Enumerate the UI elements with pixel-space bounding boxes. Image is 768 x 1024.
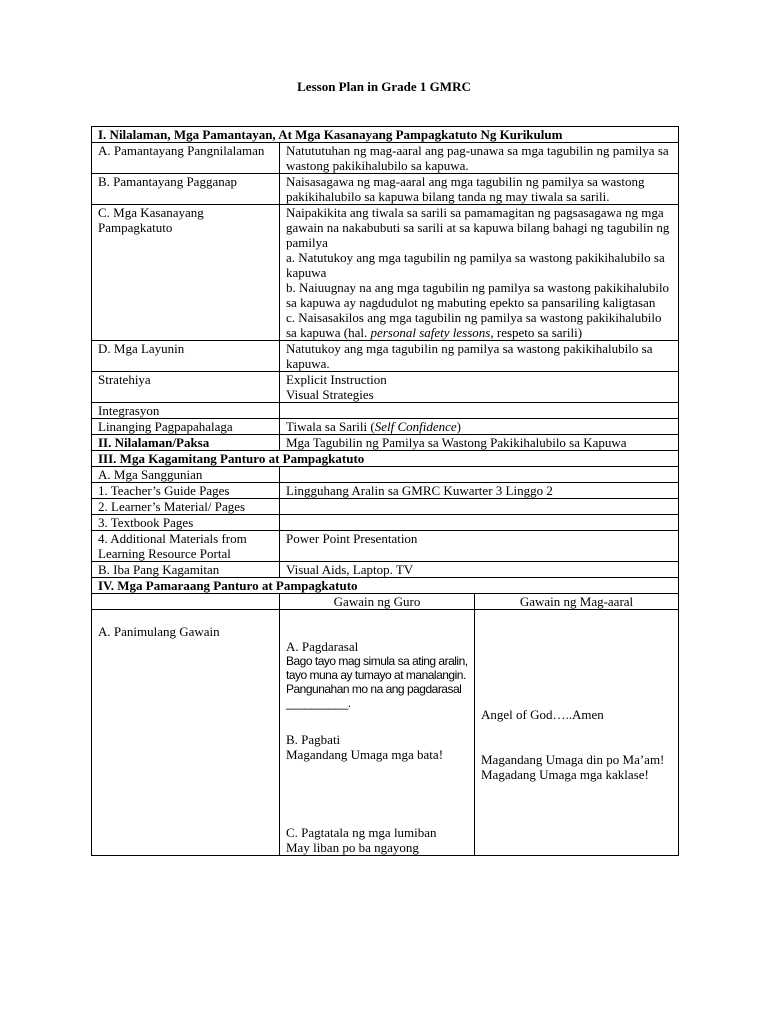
table-row [92, 419, 679, 435]
guro-cell [280, 610, 475, 856]
pagbati-title: B. Pagbati [286, 732, 341, 747]
pagpapahalaga-italic: Self Confidence [374, 419, 457, 434]
table-row [92, 143, 679, 174]
stratehiya-line1: Explicit Instruction [286, 372, 387, 387]
pagdarasal-text: Bago tayo mag simula sa ating aralin, tayo muna ay tumayo at manalangin. Pangunahan mo na ang pagdarasal __________. [286, 654, 468, 710]
lesson-plan-table [91, 126, 679, 856]
col-magaaral-header: Gawain ng Mag-aaral [475, 594, 679, 610]
row-value [280, 499, 679, 515]
row-value [280, 403, 679, 419]
kasanayan-a: a. Natutukoy ang mga tagubilin ng pamilya sa wastong pakikihalubilo sa kapuwa [286, 250, 665, 280]
row-label: 2. Learner’s Material/ Pages [92, 499, 280, 515]
row-label: 4. Additional Materials from Learning Resource Portal [92, 531, 280, 562]
table-row [92, 515, 679, 531]
table-row [92, 205, 679, 341]
kasanayan-intro: Naipakikita ang tiwala sa sarili sa pamamagitan ng pagsasagawa ng mga gawain na nakabubuti sa sarili at sa kapuwa bilang bahagi ng tagubilin ng pamilya [286, 205, 670, 250]
row-value: Lingguhang Aralin sa GMRC Kuwarter 3 Linggo 2 [280, 483, 679, 499]
table-row [92, 372, 679, 403]
section-4-heading-row [92, 578, 679, 594]
section-2-row [92, 435, 679, 451]
row-value [280, 515, 679, 531]
stratehiya-line2: Visual Strategies [286, 387, 374, 402]
pagtatala-title: C. Pagtatala ng mga lumiban [286, 825, 437, 840]
kasanayan-value [280, 205, 679, 341]
row-value: Visual Aids, Laptop. TV [280, 562, 679, 578]
document-title: Lesson Plan in Grade 1 GMRC [297, 79, 471, 94]
row-label: Integrasyon [92, 403, 280, 419]
pagdarasal-title: A. Pagdarasal [286, 639, 359, 654]
row-label: Stratehiya [92, 372, 280, 403]
pagpapahalaga-text: Tiwala sa Sarili ( [286, 419, 375, 434]
pagpapahalaga-value [280, 419, 679, 435]
kasanayan-c-italic: personal safety lessons [370, 325, 491, 340]
section-2-value: Mga Tagubilin ng Pamilya sa Wastong Pakikihalubilo sa Kapuwa [280, 435, 679, 451]
row-label: 1. Teacher’s Guide Pages [92, 483, 280, 499]
table-row [92, 341, 679, 372]
row-label: B. Iba Pang Kagamitan [92, 562, 280, 578]
kasanayan-c [286, 310, 672, 340]
activity-row [92, 610, 679, 856]
section-1-heading-row [92, 127, 679, 143]
row-label: C. Mga Kasanayang Pampagkatuto [92, 205, 280, 341]
col-guro-header: Gawain ng Guro [280, 594, 475, 610]
row-value: Natutukoy ang mga tagubilin ng pamilya sa wastong pakikihalubilo sa kapuwa. [280, 341, 679, 372]
row-value: Naisasagawa ng mag-aaral ang mga tagubilin ng pamilya sa wastong pakikihalubilo sa kapuwa bilang tanda ng may tiwala sa sarili. [280, 174, 679, 205]
greeting-response-1: Magandang Umaga din po Ma’am! [481, 752, 665, 767]
row-label: D. Mga Layunin [92, 341, 280, 372]
greeting-response-2: Magadang Umaga mga kaklase! [481, 767, 649, 782]
table-row [92, 562, 679, 578]
section-1-heading: I. Nilalaman, Mga Pamantayan, At Mga Kasanayang Pampagkatuto Ng Kurikulum [92, 127, 679, 143]
pagtatala-text: May liban po ba ngayong [286, 840, 419, 855]
table-row [92, 531, 679, 562]
column-header-row [92, 594, 679, 610]
pagbati-text: Magandang Umaga mga bata! [286, 747, 444, 762]
row-label: 3. Textbook Pages [92, 515, 280, 531]
kasanayan-c-end: , respeto sa sarili) [490, 325, 583, 340]
activity-label: A. Panimulang Gawain [98, 624, 220, 639]
stratehiya-value [280, 372, 679, 403]
pagpapahalaga-end: ) [456, 419, 462, 434]
section-3-heading: III. Mga Kagamitang Panturo at Pampagkatuto [92, 451, 679, 467]
section-3-heading-row [92, 451, 679, 467]
table-row [92, 483, 679, 499]
section-4-heading: IV. Mga Pamaraang Panturo at Pampagkatuto [92, 578, 679, 594]
row-label: B. Pamantayang Pagganap [92, 174, 280, 205]
table-row [92, 403, 679, 419]
row-value [280, 467, 679, 483]
row-value: Power Point Presentation [280, 531, 679, 562]
row-label: Linanging Pagpapahalaga [92, 419, 280, 435]
empty-header-cell [92, 594, 280, 610]
magaaral-cell [475, 610, 679, 856]
row-value: Natututuhan ng mag-aaral ang pag-unawa sa mga tagubilin ng pamilya sa wastong pakikihalubilo sa kapuwa. [280, 143, 679, 174]
row-label: A. Mga Sanggunian [92, 467, 280, 483]
prayer-response: Angel of God…..Amen [481, 707, 604, 722]
kasanayan-b: b. Naiuugnay na ang mga tagubilin ng pamilya sa wastong pakikihalubilo sa kapuwa ay nagdudulot ng mabuting epekto sa pansariling kaligtasan [286, 280, 670, 310]
table-row [92, 174, 679, 205]
kasanayan-c-text: c. Naisasakilos ang mga tagubilin ng pamilya sa wastong pakikihalubilo sa kapuwa (hal. [286, 310, 662, 340]
section-2-label: II. Nilalaman/Paksa [92, 435, 280, 451]
table-row [92, 467, 679, 483]
row-label: A. Pamantayang Pangnilalaman [92, 143, 280, 174]
table-row [92, 499, 679, 515]
activity-label-cell [92, 610, 280, 856]
